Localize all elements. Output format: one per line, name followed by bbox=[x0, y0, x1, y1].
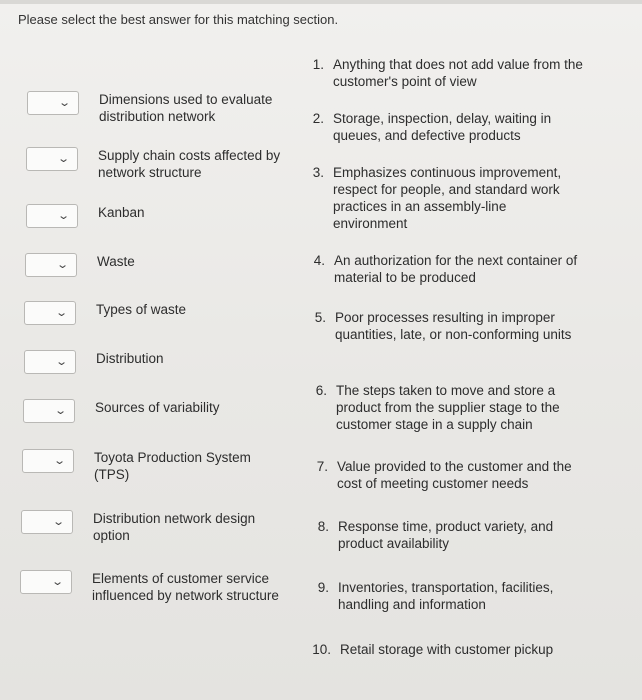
match-row-5 bbox=[24, 301, 291, 325]
chevron-down-icon: ⌄ bbox=[54, 307, 68, 319]
match-row-2 bbox=[26, 147, 293, 181]
answer-number: 10. bbox=[312, 642, 331, 657]
match-row-8 bbox=[22, 449, 289, 483]
chevron-down-icon: ⌄ bbox=[56, 153, 70, 165]
answer-text: The steps taken to move and store a product from the supplier stage to the customer stage in a supply chain bbox=[336, 383, 560, 432]
prompt-label-8: Toyota Production System (TPS) bbox=[94, 450, 251, 482]
match-row-1 bbox=[27, 91, 294, 125]
answer-item-1 bbox=[298, 56, 583, 90]
answer-number: 4. bbox=[313, 253, 325, 268]
answer-select-8[interactable] bbox=[22, 449, 74, 473]
answer-item-8 bbox=[303, 518, 588, 552]
chevron-down-icon: ⌄ bbox=[52, 455, 66, 467]
match-row-9 bbox=[21, 510, 288, 544]
answer-item-3 bbox=[298, 164, 583, 232]
prompt-label-3: Kanban bbox=[98, 205, 145, 220]
answer-text: An authorization for the next container of material to be produced bbox=[334, 253, 578, 285]
answer-select-7[interactable] bbox=[23, 399, 75, 423]
answer-text: Value provided to the customer and the cost of meeting customer needs bbox=[337, 459, 572, 491]
prompt-label-7: Sources of variability bbox=[95, 400, 220, 415]
answer-number: 8. bbox=[317, 519, 329, 534]
answer-number: 1. bbox=[312, 57, 324, 72]
answer-select-6[interactable] bbox=[24, 350, 76, 374]
answer-item-4 bbox=[299, 252, 584, 286]
chevron-down-icon: ⌄ bbox=[50, 576, 64, 588]
answer-text: Poor processes resulting in improper quantities, late, or non-conforming units bbox=[335, 310, 572, 342]
chevron-down-icon: ⌄ bbox=[54, 356, 68, 368]
answer-select-5[interactable] bbox=[24, 301, 76, 325]
prompt-label-4: Waste bbox=[97, 254, 135, 269]
answer-item-5 bbox=[300, 309, 585, 343]
instruction-text: Please select the best answer for this matching section. bbox=[18, 12, 339, 27]
prompt-label-6: Distribution bbox=[96, 351, 164, 366]
answer-item-9 bbox=[303, 579, 588, 613]
answer-select-10[interactable] bbox=[20, 570, 72, 594]
chevron-down-icon: ⌄ bbox=[53, 405, 67, 417]
match-row-7 bbox=[23, 399, 290, 423]
answer-select-3[interactable] bbox=[26, 204, 78, 228]
answer-text: Emphasizes continuous improvement, respect for people, and standard work practices in an assembly-line environment bbox=[333, 165, 562, 231]
chevron-down-icon: ⌄ bbox=[57, 97, 71, 109]
chevron-down-icon: ⌄ bbox=[56, 210, 70, 222]
answer-text: Retail storage with customer pickup bbox=[340, 642, 554, 657]
answer-number: 2. bbox=[312, 111, 324, 126]
answer-item-2 bbox=[298, 110, 583, 144]
answer-item-6 bbox=[301, 382, 586, 433]
match-row-10 bbox=[20, 570, 287, 604]
answer-number: 3. bbox=[312, 165, 324, 180]
prompt-label-10: Elements of customer service influenced by network structure bbox=[92, 571, 279, 603]
answer-number: 7. bbox=[316, 459, 328, 474]
answer-number: 5. bbox=[314, 310, 326, 325]
answer-text: Response time, product variety, and product availability bbox=[338, 519, 554, 551]
answer-number: 9. bbox=[317, 580, 329, 595]
chevron-down-icon: ⌄ bbox=[51, 516, 65, 528]
prompt-label-2: Supply chain costs affected by network structure bbox=[98, 148, 281, 180]
answer-text: Anything that does not add value from the customer's point of view bbox=[333, 57, 583, 89]
prompt-label-9: Distribution network design option bbox=[93, 511, 256, 543]
answer-select-9[interactable] bbox=[21, 510, 73, 534]
match-row-3 bbox=[26, 204, 293, 228]
answer-text: Storage, inspection, delay, waiting in queues, and defective products bbox=[333, 111, 552, 143]
top-edge bbox=[0, 0, 642, 4]
match-row-6 bbox=[24, 350, 291, 374]
answer-item-7 bbox=[302, 458, 587, 492]
chevron-down-icon: ⌄ bbox=[55, 259, 69, 271]
answer-select-1[interactable] bbox=[27, 91, 79, 115]
answer-number: 6. bbox=[315, 383, 327, 398]
answer-select-4[interactable] bbox=[25, 253, 77, 277]
answer-select-2[interactable] bbox=[26, 147, 78, 171]
answer-text: Inventories, transportation, facilities, handling and information bbox=[338, 580, 554, 612]
prompt-label-5: Types of waste bbox=[96, 302, 187, 317]
match-row-4 bbox=[25, 253, 292, 277]
prompt-label-1: Dimensions used to evaluate distribution network bbox=[99, 92, 273, 124]
answer-item-10 bbox=[305, 641, 590, 658]
